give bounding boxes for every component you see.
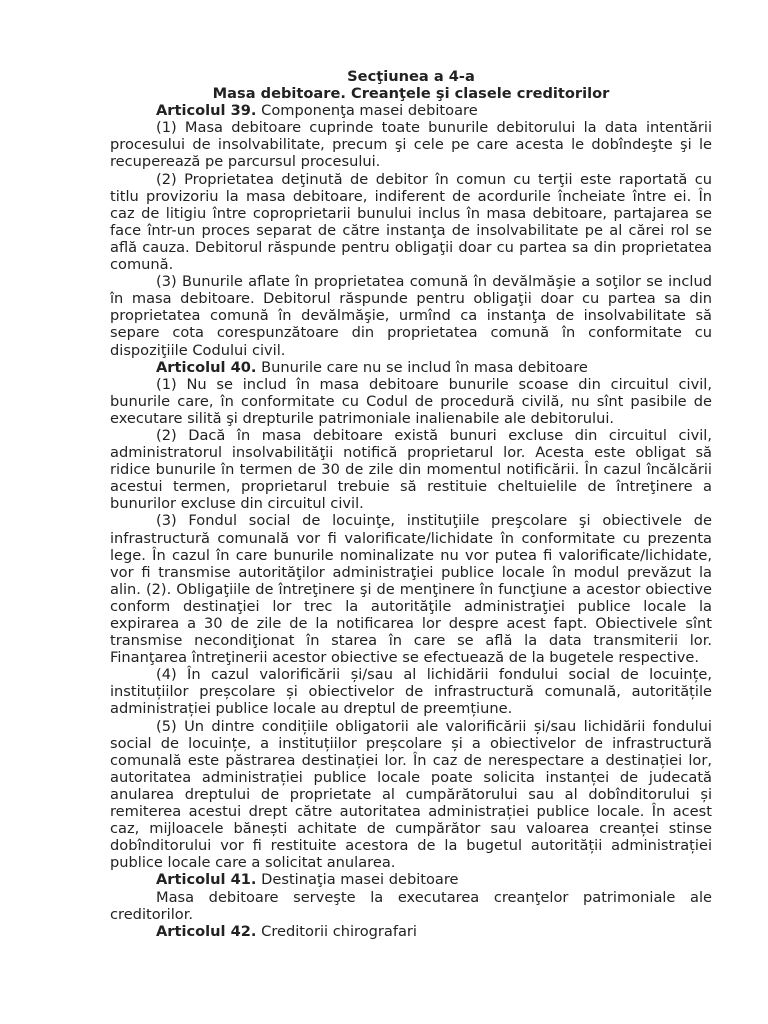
- article-paragraph: (1) Masa debitoare cuprinde toate bunurile debitorului la data intentării procesului de insolvabilitate, precum şi cele pe care acesta le dobîndeşte şi le recuperează pe parcursul procesului.: [110, 119, 712, 171]
- article-label: Articolul 39.: [156, 102, 257, 120]
- article-label: Articolul 42.: [156, 922, 257, 940]
- article-paragraph: (2) Dacă în masa debitoare există bunuri excluse din circuitul civil, administratorul insolvabilităţii notifică proprietarul lor. Acesta este obligat să ridice bunurile în termen de 30 de zile din momentul notificării. În cazul încălcării acestui termen, proprietarul trebuie să restituie cheltuielile de întreţinere a bunurilor excluse din circuitul civil.: [110, 426, 712, 513]
- article-title: Componenţa masei debitoare: [261, 102, 478, 120]
- article-paragraph: Masa debitoare serveşte la executarea creanţelor patrimoniale ale creditorilor.: [110, 888, 712, 923]
- article-paragraph: (4) În cazul valorificării și/sau al lichidării fondului social de locuințe, instituțiilor preșcolare și obiectivelor de infrastructură comunală, autoritățile administrației publice locale au dreptul de preemțiune.: [110, 666, 712, 718]
- section-title: Secţiunea a 4-a: [347, 68, 475, 85]
- article-label: Articolul 41.: [156, 871, 257, 889]
- article-paragraph: (5) Un dintre condițiile obligatorii ale valorificării și/sau lichidării fondului social de locuințe, a instituțiilor preșcolare și a obiectivelor de infrastructură comunală este păstrarea destinației lor. În caz de nerespectare a destinației lor, autoritatea administrației publice locale poate solicita instanței de judecată anularea dreptului de proprietate al cumpărătorului sau al dobînditorului și remiterea acestui drept către autoritatea administrației publice locale. În acest caz, mijloacele bănești achitate de cumpărător sau valoarea creanței stinse dobînditorului vor fi restituite acestora de la bugetul autorității administrației publice locale care a solicitat anularea.: [110, 717, 712, 872]
- article-paragraph: (1) Nu se includ în masa debitoare bunurile scoase din circuitul civil, bunurile care, în conformitate cu Codul de procedură civilă, nu sînt pasibile de executare silită şi drepturile patrimoniale inalienabile ale debitorului.: [110, 375, 712, 427]
- article-title: Destinaţia masei debitoare: [261, 871, 459, 889]
- article-paragraph: (2) Proprietatea deţinută de debitor în comun cu terţii este raportată cu titlu provizoriu la masa debitoare, indiferent de acordurile încheiate între ei. În caz de litigiu între coproprietarii bunului inclus în masa debitoare, partajarea se face într-un proces separat de către instanţa de insolvabilitate pe al cărei rol se află cauza. Debitorul răspunde pentru obligaţii doar cu partea sa din proprietatea comună.: [110, 170, 712, 274]
- article-heading: [110, 871, 712, 888]
- article-heading: [110, 923, 712, 940]
- article-title: Bunurile care nu se includ în masa debitoare: [261, 358, 588, 376]
- article-heading: [110, 359, 712, 376]
- article-paragraph: (3) Fondul social de locuinţe, instituţiile preşcolare şi obiectivele de infrastructură comunală vor fi valorificate/lichidate în conformitate cu prezenta lege. În cazul în care bunurile nominalizate nu vor putea fi valorificate/lichidate, vor fi transmise autorităţilor administraţiei publice locale în modul prevăzut la alin. (2). Obligaţiile de întreţinere şi de menţinere în funcţiune a acestor obiective conform destinaţiei lor trec la autorităţile administraţiei publice locale la expirarea a 30 de zile de la notificarea lor despre acest fapt. Obiectivele sînt transmise necondiţionat în starea în care se află la data transmiterii lor. Finanţarea întreţinerii acestor obiective se efectuează de la bugetele respective.: [110, 512, 712, 667]
- article-label: Articolul 40.: [156, 358, 257, 376]
- article-paragraph: (3) Bunurile aflate în proprietatea comună în devălmăşie a soţilor se includ în masa debitoare. Debitorul răspunde pentru obligaţii doar cu partea sa din proprietatea comună în devălmăşie, urmînd ca instanţa de insolvabilitate să separe cota corespunzătoare din proprietatea comună în conformitate cu dispoziţiile Codului civil.: [110, 273, 712, 359]
- section-subtitle: Masa debitoare. Creanţele şi clasele creditorilor: [212, 85, 610, 103]
- article-title: Creditorii chirografari: [261, 922, 417, 940]
- document-page: [110, 68, 712, 940]
- article-heading: [110, 102, 712, 119]
